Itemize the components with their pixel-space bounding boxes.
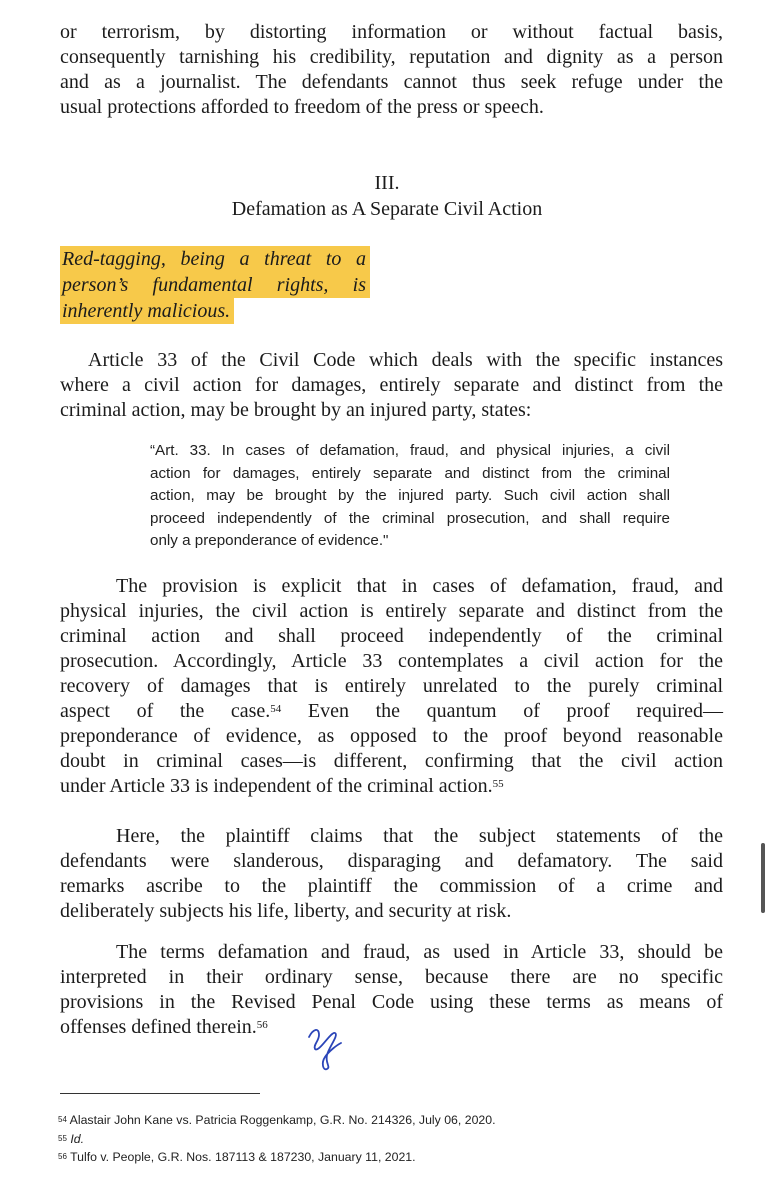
para-line-part: offenses defined therein. [60,1016,257,1038]
handwritten-initial-signature [305,1023,345,1073]
para-line: doubt in criminal cases—is different, confirming that the civil action [60,750,723,772]
footnote-56 [58,1148,658,1167]
para-line: provisions in the Revised Penal Code using these terms as means of [60,991,723,1013]
para-line: defendants were slanderous, disparaging and defamatory. The said [60,850,723,872]
para-line: prosecution. Accordingly, Article 33 contemplates a civil action for the [60,650,723,672]
section-title: Defamation as A Separate Civil Action [231,198,543,220]
quote-line: action, may be brought by the injured party. Such civil action shall [150,487,670,504]
highlight-line: person’s fundamental rights, is [60,272,370,298]
para-line: The terms defamation and fraud, as used in Article 33, should be [116,941,723,963]
footnote-text: Id. [70,1131,85,1146]
footnote-ref-55[interactable]: 55 [492,778,504,790]
quote-line: only a preponderance of evidence." [150,532,389,549]
highlighted-heading [60,246,370,324]
footnote-55 [58,1130,658,1149]
intro-line: usual protections afforded to freedom of the press or speech. [60,96,544,118]
footnote-separator [60,1093,260,1094]
para-line: Here, the plaintiff claims that the subject statements of the [116,825,723,847]
para-line [60,774,723,799]
para-line [60,699,723,724]
article-33-quote [150,440,670,553]
para-line-part: under Article 33 is independent of the criminal action. [60,775,493,797]
intro-paragraph [60,20,723,120]
para-line: deliberately subjects his life, liberty, and security at risk. [60,900,512,922]
section-number: III. [374,172,400,194]
para-line: interpreted in their ordinary sense, because there are no specific [60,966,723,988]
para-line: criminal action and shall proceed independently of the criminal [60,625,723,647]
quote-line: “Art. 33. In cases of defamation, fraud, and physical injuries, a civil [150,442,670,459]
footnotes [58,1111,658,1167]
para-line: where a civil action for damages, entirely separate and distinct from the [60,374,723,396]
footnote-number: 54 [58,1115,67,1124]
intro-line: and as a journalist. The defendants cannot thus seek refuge under the [60,71,723,93]
para-line: recovery of damages that is entirely unrelated to the purely criminal [60,675,723,697]
footnote-ref-56[interactable]: 56 [256,1019,268,1031]
footnote-text: Tulfo v. People, G.R. Nos. 187113 & 187230, January 11, 2021. [70,1150,416,1164]
footnote-text: Alastair John Kane vs. Patricia Roggenkamp, G.R. No. 214326, July 06, 2020. [69,1113,496,1127]
footnote-ref-54[interactable]: 54 [270,703,282,715]
article-33-intro-paragraph [60,348,723,423]
para-line: The provision is explicit that in cases of defamation, fraud, and [116,575,723,597]
plaintiff-claims-paragraph [60,824,723,924]
footnote-number: 56 [58,1152,67,1161]
footnote-number: 55 [58,1133,67,1143]
terms-defamation-paragraph [60,940,723,1040]
para-line-part: Even the quantum of proof required— [307,700,724,722]
para-line: physical injuries, the civil action is entirely separate and distinct from the [60,600,723,622]
quote-line: proceed independently of the criminal prosecution, and shall require [150,509,670,527]
para-line: remarks ascribe to the plaintiff the commission of a crime and [60,875,723,897]
para-line: preponderance of evidence, as opposed to the proof beyond reasonable [60,725,723,747]
footnote-54 [58,1111,658,1130]
provision-explicit-paragraph [60,574,723,799]
para-line-part: aspect of the case. [60,700,271,722]
para-line: Article 33 of the Civil Code which deals with the specific instances [88,349,723,371]
scrollbar-thumb[interactable] [761,843,765,913]
intro-line: consequently tarnishing his credibility, reputation and dignity as a person [60,46,723,68]
para-line: criminal action, may be brought by an injured party, states: [60,399,532,421]
intro-line: or terrorism, by distorting information or without factual basis, [60,21,723,43]
quote-line: action for damages, entirely separate and distinct from the criminal [150,464,670,482]
highlight-line: inherently malicious. [60,298,234,324]
highlight-line: Red-tagging, being a threat to a [60,246,370,272]
para-line [60,1015,723,1040]
